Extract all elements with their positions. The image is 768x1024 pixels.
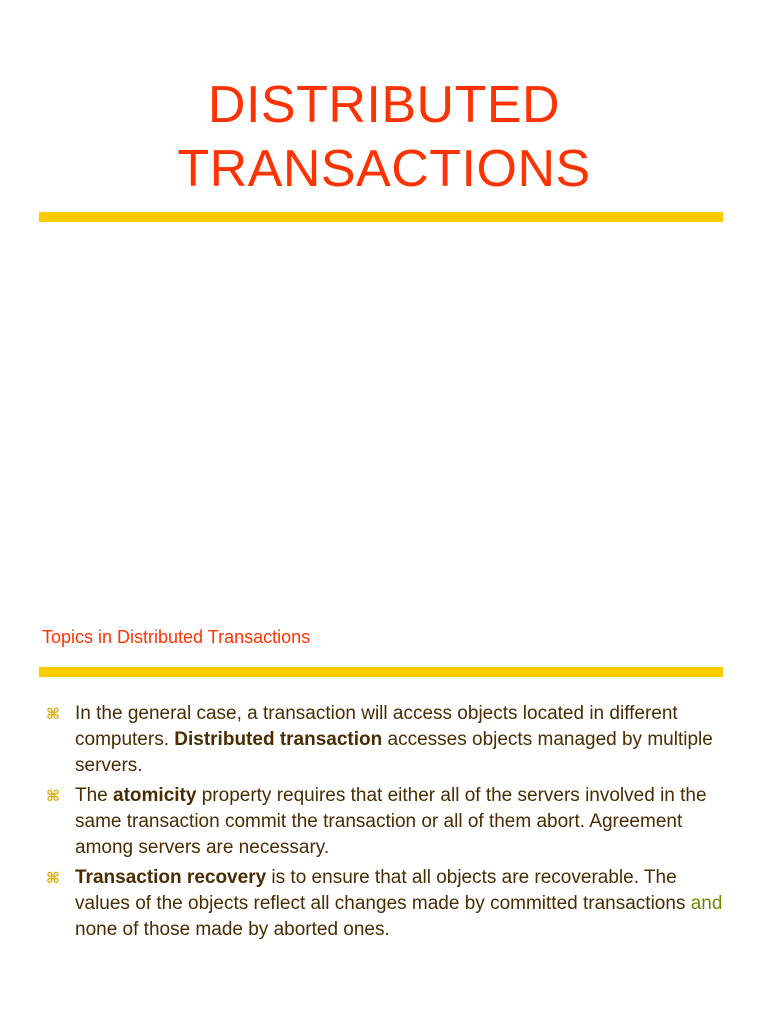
bullet-text: accesses objects managed by multiple servers.	[75, 729, 713, 776]
title-divider	[39, 212, 723, 222]
bullet-item-atomicity	[46, 783, 726, 861]
place-of-interest-icon: ⌘	[46, 705, 60, 723]
bullet-term: atomicity	[113, 785, 197, 806]
bullet-text: is to ensure that all objects are recoverable. The values of the objects reflect all changes made by committed transactions	[75, 867, 691, 914]
slide-title	[0, 73, 768, 201]
bullet-term: Transaction recovery	[75, 867, 267, 888]
bullet-item-distributed-transaction	[46, 701, 726, 779]
title-line-1: DISTRIBUTED	[207, 75, 561, 134]
bullet-text: property requires that either all of the servers involved in the same transaction commit the transaction or all of them abort. Agreement among servers are necessary.	[75, 785, 707, 858]
bullet-and-word: and	[690, 893, 723, 914]
bullet-text: The	[75, 785, 114, 806]
section-divider	[39, 667, 723, 677]
section-heading: Topics in Distributed Transactions	[42, 627, 311, 647]
place-of-interest-icon: ⌘	[46, 787, 60, 805]
place-of-interest-icon: ⌘	[46, 869, 60, 887]
bullet-item-transaction-recovery	[46, 865, 726, 943]
bullet-list	[46, 701, 726, 947]
bullet-text: In the general case, a transaction will access objects located in different computers.	[75, 703, 678, 750]
bullet-term: Distributed transaction	[174, 729, 383, 750]
bullet-text: none of those made by aborted ones.	[75, 919, 390, 940]
title-line-2: TRANSACTIONS	[177, 139, 591, 198]
